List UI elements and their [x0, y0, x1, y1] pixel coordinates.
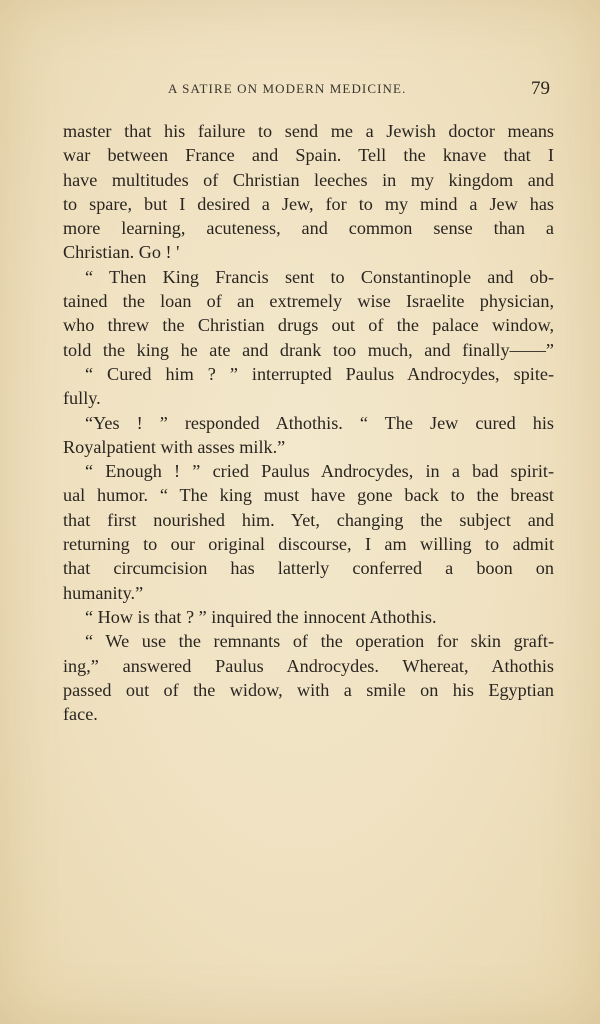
text-line: “ We use the remnants of the operation for skin graft-	[85, 631, 554, 652]
text-line: “ How is that ? ” inquired the innocent Athothis.	[85, 606, 437, 627]
text-line: that circumcision has latterly conferred a boon on	[63, 558, 554, 579]
text-line: returning to our original discourse, I am willing to admit	[63, 534, 554, 555]
text-line: ual humor. “ The king must have gone back to the breast	[63, 485, 554, 506]
text-line: “ Enough ! ” cried Paulus Androcydes, in a bad spirit-	[85, 461, 554, 482]
text-line: more learning, acuteness, and common sense than a	[63, 218, 554, 239]
text-line: Royalpatient with asses milk.”	[63, 436, 286, 457]
text-line: war between France and Spain. Tell the knave that I	[63, 145, 554, 166]
text-line: fully.	[63, 388, 101, 409]
running-title: A SATIRE ON MODERN MEDICINE.	[168, 81, 407, 96]
text-line: who threw the Christian drugs out of the palace window,	[63, 315, 554, 336]
text-line: ing,” answered Paulus Androcydes. Whereat, Athothis	[63, 655, 554, 676]
text-line: face.	[63, 704, 98, 725]
text-line: master that his failure to send me a Jewish doctor means	[63, 121, 554, 141]
page-number: 79	[531, 78, 550, 99]
text-line: that first nourished him. Yet, changing the subject and	[63, 509, 554, 530]
text-line: passed out of the widow, with a smile on his Egyptian	[63, 679, 554, 700]
text-line: to spare, but I desired a Jew, for to my mind a Jew has	[63, 193, 554, 214]
text-line: have multitudes of Christian leeches in my kingdom and	[63, 169, 554, 190]
text-line: told the king he ate and drank too much, and finally——”	[63, 339, 554, 360]
text-line: “Yes ! ” responded Athothis. “ The Jew cured his	[85, 412, 554, 433]
body-text	[63, 119, 554, 726]
text-line: Christian. Go ! '	[63, 242, 180, 263]
page-header	[0, 78, 600, 102]
text-line: tained the loan of an extremely wise Israelite physician,	[63, 291, 554, 312]
text-line: “ Cured him ? ” interrupted Paulus Androcydes, spite-	[85, 363, 554, 384]
text-line: humanity.”	[63, 582, 144, 603]
text-line: “ Then King Francis sent to Constantinople and ob-	[85, 266, 554, 287]
